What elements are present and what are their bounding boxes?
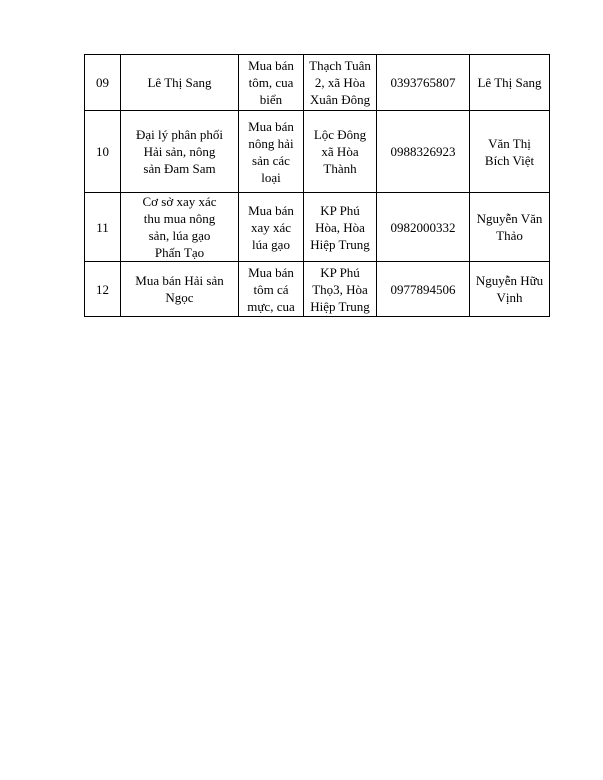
row-number-cell: 09 — [85, 55, 121, 111]
address-cell: KP Phú Hòa, Hòa Hiệp Trung — [304, 193, 377, 262]
business-type-cell: Mua bán nông hải sản các loại — [239, 111, 304, 193]
row-number-cell: 10 — [85, 111, 121, 193]
phone-cell: 0977894506 — [377, 262, 470, 317]
owner-cell: Nguyễn Hữu Vịnh — [470, 262, 550, 317]
business-directory-table — [84, 54, 550, 317]
phone-cell: 0393765807 — [377, 55, 470, 111]
phone-cell: 0982000332 — [377, 193, 470, 262]
table-row — [85, 55, 550, 111]
address-cell: Thạch Tuân 2, xã Hòa Xuân Đông — [304, 55, 377, 111]
business-name-cell: Lê Thị Sang — [121, 55, 239, 111]
table-row — [85, 111, 550, 193]
row-number-cell: 12 — [85, 262, 121, 317]
business-type-cell: Mua bán tôm, cua biển — [239, 55, 304, 111]
business-type-cell: Mua bán tôm cá mực, cua — [239, 262, 304, 317]
table-row — [85, 193, 550, 262]
business-name-cell: Mua bán Hải sản Ngọc — [121, 262, 239, 317]
address-cell: Lộc Đông xã Hòa Thành — [304, 111, 377, 193]
business-name-cell: Đại lý phân phối Hải sản, nông sản Đam Sam — [121, 111, 239, 193]
business-type-cell: Mua bán xay xác lúa gạo — [239, 193, 304, 262]
owner-cell: Nguyễn Văn Thảo — [470, 193, 550, 262]
phone-cell: 0988326923 — [377, 111, 470, 193]
row-number-cell: 11 — [85, 193, 121, 262]
table-row — [85, 262, 550, 317]
business-name-cell: Cơ sở xay xác thu mua nông sản, lúa gạo Phấn Tạo — [121, 193, 239, 262]
address-cell: KP Phú Thọ3, Hòa Hiệp Trung — [304, 262, 377, 317]
owner-cell: Lê Thị Sang — [470, 55, 550, 111]
owner-cell: Văn Thị Bích Việt — [470, 111, 550, 193]
